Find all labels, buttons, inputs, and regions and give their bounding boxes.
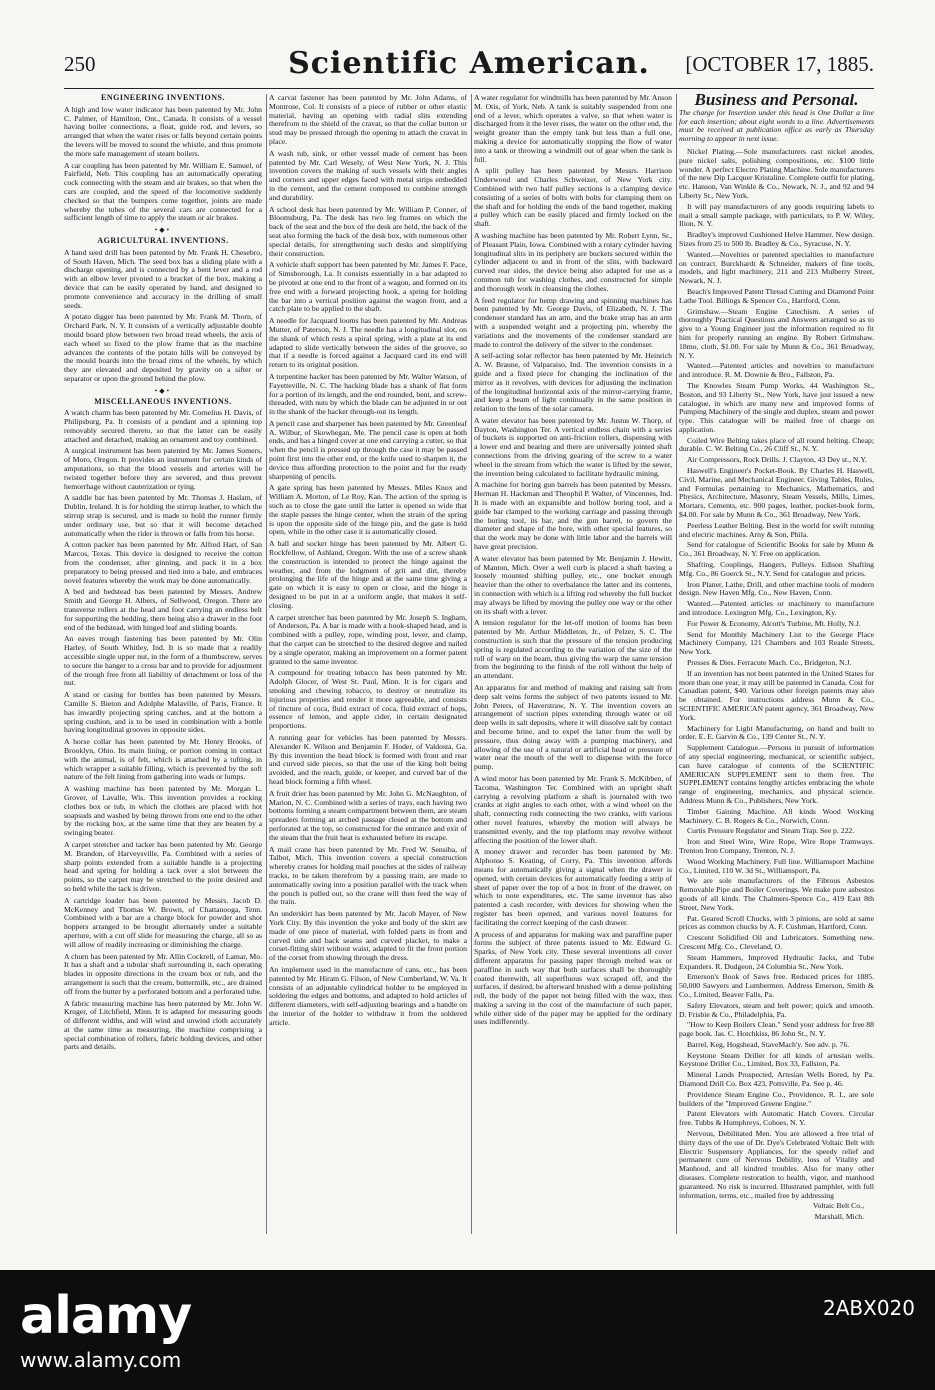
article: A water regulator for windmills has been patented by Mr. Anson M. Otis, of York, Neb. A tank is suitably suspended from one end of a lever, which operates a valve, so that when water is discharged from it the lever rises, the water on the other end, the weight greater than the empty tank but less than a full one, making a device for automatically stopping the flow of water into a tank or throwing a windmill out of gear when the tank is full.: [474, 94, 672, 164]
column-1: [64, 94, 262, 1244]
advertisement-item: Send for catalogue of Scientific Books for sale by Munn & Co., 361 Broadway, N. Y. Free on application.: [679, 540, 874, 559]
advertisement-item: Crescent Solidified Oil and Lubricators. Something new. Crescent Mfg. Co., Cleveland, O.: [679, 933, 874, 951]
section-heading: MISCELLANEOUS INVENTIONS.: [94, 396, 232, 406]
article: A wind motor has been patented by Mr. Frank S. McKibben, of Tacoma, Washington Ter. Combined with an upright shaft carrying a revolving platform a shaft is journaled with two cranks at right angles to each other, with a wind wheel on the shaft, connecting rods connecting the two cranks, with various other novel features, whereby the motion will always be transmitted evenly, and the top platform may revolve without affecting the position of the lower shaft.: [474, 773, 672, 845]
advertisement-item: "How to Keep Boilers Clean." Send your address for free 88 page book. Jas. C. Hotchkiss, 86 John St., N. Y.: [679, 1020, 874, 1039]
advertisement-item: We are sole manufacturers of the Fibrous Asbestos Removable Pipe and Boiler Coverings. We make pure asbestos goods of all kinds. The Chalmers-Spence Co., 419 East 8th Street, New York.: [679, 876, 874, 912]
advertisement-item: Keystone Steam Driller for all kinds of artesian wells. Keystone Driller Co., Limited, Box 33, Fallston, Pa.: [679, 1050, 874, 1069]
advertisement-item: Iron Planer, Lathe, Drill, and other machine tools of modern design. New Haven Mfg. Co., New Haven, Conn.: [679, 579, 874, 598]
article: A pencil case and sharpener has been patented by Mr. Greenleaf A. Wilbur, of Skowhegan, Me. The pencil case is open at both ends, and has a hinged cover at one end carrying a cutter, so that when the pencil is pressed up through the case it may be passed point first into the other end, or the knife used to sharpen it, the device thus affording protection to the point and for the ready sharpening of pencils.: [269, 418, 467, 481]
article: A watch charm has been patented by Mr. Cornelius H. Davis, of Philipsburg, Pa. It consists of a pendant and a spinning top removably secured thereto, so that the latter can be easily attached and detached, making an ornament and toy combined.: [64, 408, 262, 444]
column-3: [474, 94, 672, 1244]
article: A feed regulator for hemp drawing and spinning machines has been patented by Mr. George Davis, of Elizabeth, N. J. The condenser standard has an arm, and the brake strap has an arm with a suspended weight and a projecting pin, whereby the variations and the movements of the condenser standard are made to control the delivery of the silver to the condenser.: [474, 295, 672, 349]
advertisement-item: Peerless Leather Belting. Best in the world for swift running and electric machines. Arny & Son, Phila.: [679, 520, 874, 539]
advertisement-item: Air Compressors, Rock Drills. J. Clayton, 43 Dey st., N.Y.: [687, 455, 867, 465]
article: A cartridge loader has been patented by Messrs. Jacob D. McKenney and Thomas W. Brown, of Chattanooga, Tenn. Combined with a bar are a charge block for powder and shot hoppers arranged to be brought alternately under a suitable aperture, with a cut off slide for measuring the charge, all so as will allow of readily increasing or diminishing the charge.: [64, 895, 262, 949]
advertisement-item: Safety Elevators, steam and belt power; quick and smooth. D. Frisbie & Co., Philadelphia, Pa.: [679, 1000, 874, 1019]
advertisement-item: Timber Gaining Machine. All kinds Wood Working Machinery. C. B. Rogers & Co., Norwich, Conn.: [679, 806, 874, 825]
ornament-divider: •◆•: [154, 386, 172, 395]
article: A school desk has been patented by Mr. William P. Conner, of Bloomsburg, Pa. The desk has two leg frames on which the back of the seat and the box of the desk are held, the back of the seat also forming the back of the desk box, with numerous other special details, for strengthening such desks and simplifying their construction.: [269, 204, 467, 258]
advertisement-item: Pat. Geared Scroll Chucks, with 3 pinions, are sold at same prices as common chucks by A. F. Cushman, Hartford, Conn.: [679, 913, 874, 932]
article: A potato digger has been patented by Mr. Frank M. Thorn, of Orchard Park, N. Y. It consists of a vertically adjustable double mould board plow between two broad tread wheels, the axis of each wheel so fixed to the plow frame that as the machine advances the contents of the potato hills will be conveyed by the mould boards into the broad rims of the wheels, by which they are elevated and deposited by gravity on a sifter or separator or upon the ground behind the plow.: [64, 312, 262, 383]
article: A gate spring has been patented by Messrs. Miles Knox and William A. Morton, of Le Roy, Kan. The action of the spring is such as to close the gate until the latter is opened so wide that the staple passes the hinge center, when the strain of the spring is upon the opposite side of the hinge pin, and the gate is held open, while in the other case it is automatically closed.: [269, 483, 467, 537]
article: A wash tub, sink, or other vessel made of cement has been patented by Mr. Carl Wesely, of West New York, N. J. This invention covers the making of such vessels with their angles and corners and upper edges faced with metal strips embedded in the cement, and the cement composed to combine strength and durability.: [269, 148, 467, 202]
article: A needle for Jacquard looms has been patented by Mr. Andreas Mutter, of Paterson, N. J. The needle has a longitudinal slot, on the shank of which rests a spiral spring, with a plate at its end adapted to slide vertically between the sides of the groove, so that if a needle is forced against a Jacquard card its end will return to its original position.: [269, 316, 467, 370]
issue-date: [OCTOBER 17, 1885.: [685, 52, 874, 76]
article: A machine for boring gun barrels has been patented by Messrs. Herman H. Hackman and Theophil P. Walter, of Vincennes, Ind. It is made with an expansible and hollow boring tool, and a guide bar clamped to the working carriage and passing through the boring tool, its bar, and the gun barrel, to govern the diameter and shape of the bore, with other special features, so that the work may be done with little labor and the barrels will have great precision.: [474, 480, 672, 552]
ornament-divider: •◆•: [154, 226, 172, 235]
advertisement-item: Presses & Dies. Ferracute Mach. Co., Bridgeton, N.J.: [687, 658, 852, 668]
advertisement-list: [679, 148, 874, 1200]
article: A fabric measuring machine has been patented by Mr. John W. Kruger, of Litchfield, Minn. It is adapted for measuring goods of different widths, and will wind and unwind cloth accurately at the same time as measuring, the machine comprising a special combination of rollers, fabric holding devices, and other parts and details.: [64, 998, 262, 1052]
advertisement-item: Wood Working Machinery. Full line. Williamsport Machine Co., Limited, 110 W. 3d St., Williamsport, Pa.: [679, 856, 874, 875]
advertisement-item: Nickel Plating.—Sole manufacturers cast nickel anodes, pure nickel salts, polishing compositions, etc. $100 little wonder. A perfect Electro Plating Machine. Sole manufacturers of the new Dip Lacquer Kristaline. Complete outfit for plating, etc. Hanson, Van Winkle & Co., Newark, N. J., and 92 and 94 Liberty St., New York.: [679, 146, 874, 200]
signature-company: Voltaic Belt Co.,: [812, 1201, 864, 1211]
article: A running gear for vehicles has been patented by Messrs. Alexander K. Wilson and Benjamin F. Hoder, of Valdosta, Ga. By this invention the head block is formed with front and rear and curved side pieces, so that the use of the king bolt being avoided, and the reach, guide, or keeper, and curved bar of the head block forming a fifth wheel.: [269, 732, 467, 786]
advertisement-item: Supplement Catalogue.—Persons in pursuit of information of any special engineering, mechanical, or scientific subject, can have catalogue of contents of the SCIENTIFIC AMERICAN SUPPLEMENT sent to them free. The SUPPLEMENT contains lengthy articles embracing the whole range of engineering, mechanics, and physical science. Address Munn & Co., Publishers, New York.: [679, 743, 874, 805]
article: A process of and apparatus for making wax and paraffine paper forms the subject of three patents issued to Mr. Edward G. Sparks, of New York city. These several inventions all cover different apparatus for passing paper through melted wax or paraffine in such way that both surfaces shall be thoroughly coated therewith, all superfluous wax scraped off, and the surfaces, if desired, be afterward brushed with a dense polishing roll, the body of the paper not being filled with the wax, thus making a saving in the cost of the manufacture of such paper, while either side of the paper may be applied for the ordinary uses indifferently.: [474, 929, 672, 1027]
article: A water elevator has been patented by Mr. Benjamin J. Hewitt, of Manton, Mich. Over a well curb is placed a shaft having a loosely mounted shifting pulley, etc., one bucket enough heavier than the other to overbalance the latter and its contents, in connection with which is a lifting rod whereby the full bucket may always be lifted by moving the pulley one way or the other on its shaft with a lever.: [474, 553, 672, 616]
site-url: www.alamy.com: [20, 1348, 182, 1372]
section-heading: ENGINEERING INVENTIONS.: [101, 94, 225, 102]
advertisement-item: Haswell's Engineer's Pocket-Book. By Charles H. Haswell, Civil, Marine, and Mechanical Engineer. Giving Tables, Rules, and Formulas pertaining to Mechanics, Mathematics, and Physics, Architecture, Masonry, Steam Vessels, Mills, Limes, Mortars, Cements, etc. 900 pages, leather, pocket-book form, $4.00. For sale by Munn & Co., 361 Broadway, New York.: [679, 466, 874, 520]
header-rule: [64, 88, 874, 89]
column-divider: [266, 94, 267, 1234]
advertisement-item: Bradley's improved Cushioned Helve Hammer. New design. Sizes from 25 to 500 lb. Bradley & Co., Syracuse, N. Y.: [679, 230, 874, 248]
column-4: [679, 94, 874, 1244]
article: A bed and bedstead has been patented by Messrs. Andrew Smith and George H. Albers, of Sellwood, Oregon. There are transverse rollers at the head and foot carrying an endless belt for supporting the bedding, there being also a drawer in the foot end of the bedstead, with hinged leaf and sliding boards.: [64, 587, 262, 632]
article: A ball and socket hinge has been patented by Mr. Albert G. Rockfellow, of Ashland, Oregon. With the use of a screw shank the construction is intended to protect the hinge against the weather, and from the lodgment of grit and dirt, thereby prolonging the life of the hinge and at the same time giving a gate on which it is easy to open or close, and the hinge is designed to be put in at a uniform angle, that makes it self-closing.: [269, 539, 467, 610]
article: A money drawer and recorder has been patented by Mr. Alphonso S. Keating, of Corry, Pa. This invention affords means for automatically giving a signal when the drawer is opened, with certain devices for automatically feeding a strip of sheet of paper over the top of a box in front of the drawer, on which to note expenditures, etc. The same inventor has also patented a cash recorder, with devices for showing when the register has been opened, and various novel features for facilitating the correct keeping of the cash drawer.: [474, 847, 672, 927]
advertisement-item: Wanted.—Novelties or patented specialties to manufacture on contract. Burckhardt & Schneider, makers of fine tools, models, and light machinery, 211 and 213 Mulberry Street, Newark, N. J.: [679, 249, 874, 286]
brand-logo: alamy: [20, 1286, 192, 1346]
article: A surgical instrument has been patented by Mr. James Somers, of Moro, Oregon. It provides an instrument for certain kinds of amputations, so that the blood vessels and arteries will be twisted together before they are severed, and thus prevent hemorrhage without cauterization or tying.: [64, 446, 262, 491]
article: A washing machine has been patented by Mr. Robert Lynn, Sr., of Pleasant Plain, Iowa. Combined with a rotary cylinder having longitudinal slits in its periphery are buckets secured within the cylinder adjacent to and in front of the slits, with backward curved rear sides, the device being also adapted for use as a common tub for washing clothes, and constructed for simple and thorough work in cleansing the clothes.: [474, 230, 672, 293]
advertisement-item: Wanted.—Patented articles or machinery to manufacture and introduce. Lexington Mfg. Co., Lexington, Ky.: [679, 599, 874, 618]
advertisement-item: Wanted.—Patented articles and novelties to manufacture and introduce. R. M. Downie & Bro., Fallston, Pa.: [679, 361, 874, 380]
article: A fruit drier has been patented by Mr. John G. McNaughton, of Marion, N. C. Combined with a series of trays, each having two bottoms forming a steam compartment between them, are steam spreaders forming an arched passage closed at the bottom and perforated at the top, so constructed for the entrance and exit of the steam that the fruit heat is exhausted before its escape.: [269, 788, 467, 842]
advertisement-item: Providence Steam Engine Co., Providence, R. I., are sole builders of the "Improved Greene Engine.": [679, 1089, 874, 1108]
article: A washing machine has been patented by Mr. Morgan L. Grover, of Lavalle, Wis. This invention provides a rocking clothes box or tub, in which the clothes are placed with hot soapsuds and washed by being thrown from one end to the other by the rocking box, at the same time that they are beaten by a swinging beater.: [64, 784, 262, 838]
advertisement-item: Grimshaw.—Steam Engine Catechism. A series of thoroughly Practical Questions and Answers arranged so as to give to a Young Engineer just the information required to fit him for properly running an engine. By Robert Grimshaw. 18mo, cloth, $1.00. For sale by Munn & Co., 361 Broadway, N. Y.: [679, 306, 874, 360]
advertisement-item: Emerson's Book of Saws free. Reduced prices for 1885. 50,000 Sawyers and Lumbermen. Address Emerson, Smith & Co., Limited, Beaver Falls, Pa.: [679, 972, 874, 999]
article: A car coupling has been patented by Mr. William E. Samuel, of Fairfield, Neb. This coupling has an automatically operating cock connecting with the steam and air brakes, so that when the cars are coupled, and the speed of the locomotive suddenly checked so that the bumpers come together, joints are made whereby the tubes of the several cars are connected for a sufficient length of time to apply the steam or air brakes.: [64, 160, 262, 223]
signature-location: Marshall, Mich.: [814, 1212, 864, 1222]
article: A water elevator has been patented by Mr. Justus W. Thorp, of Dayton, Washington Ter. A vertical endless chain with a series of buckets is supported on anti-friction rollers, dispensing with a lower end and bearing and there are universally jointed shaft connections from the driving gearing of the screw to a water wheel in the stream from which the water is lifted by the sewer, the invention being calculated to facilitate hydraulic mining.: [474, 415, 672, 478]
advertisement-item: Shafting, Couplings, Hangers, Pulleys. Edison Shafting Mfg. Co., 86 Goerck St., N.Y. Send for catalogue and prices.: [679, 560, 874, 578]
advertisement-item: Machinery for Light Manufacturing, on hand and built to order. E. E. Garvin & Co., 139 Center St., N. Y.: [679, 723, 874, 742]
advertisement-item: Mineral Lands Prospected, Artesian Wells Bored, by Pa. Diamond Drill Co. Box 423, Pottsville, Pa. See p. 46.: [679, 1070, 874, 1089]
article: A mail crane has been patented by Mr. Fred W. Sensiba, of Talbot, Mich. This invention covers a special construction whereby cranes for holding mail pouches at the sides of railway tracks, to be taken therefrom by a passing train, are made to automatically swing into a position parallel with the track when the pouch is pulled out, so the crane will then feed the way of the train.: [269, 844, 467, 907]
advertisement-item: Steam Hammers, Improved Hydraulic Jacks, and Tube Expanders. R. Dudgeon, 24 Columbia St., New York.: [679, 952, 874, 971]
article: An eaves trough fastening has been patented by Mr. Olin Harley, of South Whitley, Ind. It is so made that a readily accessible single upper nut, in the form of a thumbscrew, serves to secure the hanger to a cross bar and to provide for adjustment of the trough free from all liability of detachment or loss of the nut.: [64, 634, 262, 688]
page-number: 250: [64, 52, 96, 76]
advertisement-item: Patent Elevators with Automatic Hatch Covers. Circular free. Tubbs & Humphreys, Cohoes, N. Y.: [679, 1109, 874, 1128]
advertisement-item: Send for Monthly Machinery List to the George Place Machinery Company, 121 Chambers and 103 Reade Streets, New York.: [679, 629, 874, 657]
business-personal-title: Business and Personal.: [694, 94, 859, 109]
article: A stand or casing for bottles has been patented by Messrs. Camille S. Bieton and Adolphe Malaville, of Paris, France. It has inwardly projecting spring catches, and at the bottom a spring cushion, and is to be used in combination with a bottle having longitudinal grooves in opposite sides.: [64, 690, 262, 735]
article: A tension regulator for the let-off motion of looms has been patented by Mr. Arthur Middleton, Jr., of Pelzer, S. C. The construction is such that the pressure of the tension producing spring is regulated according to the variation of the size of the roll of warp on the beam, thus giving the warp the same tension from the beginning to the finish of the roll without the help of an attendant.: [474, 618, 672, 681]
advertisement-item: Iron and Steel Wire, Wire Rope, Wire Rope Tramways. Trenton Iron Company, Trenton, N. J.: [679, 837, 874, 855]
article: A cotton packer has been patented by Mr. Alfred Hart, of San Marcos, Texas. This device is designed to receive the cotton from the condenser, after ginning, and pack it in a box preparatory to being pressed and tied into a bale, and embraces novel features whereby the work may be done automatically.: [64, 540, 262, 585]
image-id: 2ABX020: [822, 1296, 915, 1320]
article: An implement used in the manufacture of cans, etc., has been patented by Mr. Hiram G. Filson, of New Cumberland, W. Va. It consists of an adjustable cylindrical holder to be employed in soldering the edges and bottoms, and adapted to hold articles of different diameters, with self-adjusting bearings and a handle on the interior of the holder to withdraw it from the soldered article.: [269, 964, 467, 1027]
advertisement-item: Coiled Wire Belting takes place of all round belting. Cheap; durable. C. W. Belting Co., 26 Cliff St., N. Y.: [679, 435, 874, 454]
article: A horse collar has been patented by Mr. Henry Brooks, of Brooklyn, Ohio. Its main lining, or portion coming in contact with the animal, is of felt, which is attached by a tufting, in which wrapper a suitable filling, which is prevented by the soft nature of the felt lining from gathering into wads or lumps.: [64, 737, 262, 782]
advertisement-item: The Knowles Steam Pump Works, 44 Washington St., Boston, and 93 Liberty St., New York, have just issued a new catalogue, in which are many new and improved forms of Pumping Machinery of the single and duplex, steam and power type. This catalogue will be mailed free of charge on application.: [679, 380, 874, 434]
article: A churn has been patented by Mr. Allin Cockrell, of Lamar, Mo. It has a shaft and a tubular shaft surrounding it, each operating blades in opposite directions in the cream box or tub, and the arrangement is such that the cream, buttermilk, etc., are drained off from the butter by a perforated bottom and a perforated tube.: [64, 951, 262, 996]
article: A turpentine hacker has been patented by Mr. Walter Watson, of Fayetteville, N. C. The hacking blade has a shank of flat form for a portion of its length, and the end rounded, bent, and screw-threaded, with nuts by which the blade can be adjusted in or out in the shank of the hacker through-out its length.: [269, 371, 467, 417]
article: A hand seed drill has been patented by Mr. Frank H. Chesebro, of South Haven, Mich. The seed box has a sliding plate with a discharge opening, and is connected by a bent lever and a rod with an elbow lever pivoted to a bracket of the box, making a device that can be easily operated by hand, and designed to promote convenience and accuracy in the drilling of small seeds.: [64, 247, 262, 310]
column-divider: [676, 94, 677, 1234]
article: A carvat fastener has been patented by Mr. John Adams, of Montrose, Col. It consists of a piece of rubber or other elastic material, having an opening with radial slits extending therefrom to the shield of the cravat, so that the collar button or stud may be pressed through the opening to attach the cravat in place.: [269, 94, 467, 146]
column-divider: [471, 94, 472, 1234]
article: An underskirt has been patented by Mr. Jacob Mayer, of New York City. By this invention the yoke and body of the skirt are made of one piece of material, with folded parts in front and curved side and back seams and curved placket, to make a corset-fitting skirt without waist, adapted to fit the front portion of the corset from showing through the dress.: [269, 909, 467, 963]
advertisement-item: For Power & Economy, Alcott's Turbine, Mt. Holly, N.J.: [687, 618, 861, 628]
article: A split pulley has been patented by Messrs. Harrison Underwood and Charles Schweizer, of New York city. Combined with two half pulley sections is a clamping device consisting of a series of bolts with bolts for clamping them on the shaft and for holding the ends of the band together, making a pulley which can be easily placed and firmly locked on the shaft.: [474, 166, 672, 229]
advertisement-item: Curtis Pressure Regulator and Steam Trap. See p. 222.: [687, 826, 855, 836]
advertisement-item: Nervous, Debilitated Men. You are allowed a free trial of thirty days of the use of Dr. Dye's Celebrated Voltaic Belt with Electric Suspensory Appliances, for the speedy relief and permanent cure of Nervous Debility, loss of Vitality and Manhood, and all kindred troubles. Also for many other diseases. Complete restoration to health, vigor, and manhood guaranteed. No risk is incurred. Illustrated pamphlet, with full information, terms, etc., mailed free by addressing: [679, 1129, 874, 1200]
article: A saddle bar has been patented by Mr. Thomas J. Haslam, of Dublin, Ireland. It is for holding the stirrup leather, to which the stirrup strap is secured, and is made to hold the runner firmly under ordinary use, but so that it will become detached automatically when the rider is thrown or falls from his horse.: [64, 493, 262, 538]
article: A carpet stretcher and tacker has been patented by Mr. George M. Brandon, of Harveysville, Pa. Combined with a series of sharp points extended from a suitable handle is a projecting head and spring for holding a tack over a slot between the points, so the carpet may be stretched to the point desired and so held while the tack is driven.: [64, 839, 262, 893]
article: A high and low water indicator has been patented by Mr. John C. Palmer, of Hamilton, Ont., Canada. It consists of a vessel having boiler connections, a float, guide rod, and levers, so arranged that when the water rises or falls beyond certain points the levers will be moved to sound the whistle, and thus promote the more safe management of steam boilers.: [64, 104, 262, 158]
page-header: [64, 46, 874, 86]
article: An apparatus for and method of making and raising salt from deep salt veins forms the subject of two patents issued to Mr. John Peters, of Haverstraw, N. Y. The invention covers an arrangement of suction pipes extending through water or oil deep wells in salt deposits, where it will dissolve salt by contact and become brine, and to expel the latter from the well by pressure, thus doing away with a pumping machinery, and allowing of the use of a natural or artificial head or pressure of water near the mouth of the well to dispense with the force pump.: [474, 683, 672, 772]
article: A vehicle shaft support has been patented by Mr. James F. Pace, of Simsborough, La. It consists essentially in a bar adapted to be pivoted at one end to the front of a wagon, and formed on its free end with a forward projecting hook, a spring for holding the bar into a vertical position against the wagon front, and a catch plate to be applied to the shaft.: [269, 260, 467, 314]
advertisement-item: Beach's Improved Patent Thread Cutting and Diamond Point Lathe Tool. Billings & Spencer Co., Hartford, Conn.: [679, 286, 874, 305]
advertisement-item: It will pay manufacturers of any goods requiring labels to mail a small sample package, with particulars, to P. W. Wiley, Ilion, N. Y.: [679, 201, 874, 229]
article: A carpet stretcher has been patented by Mr. Joseph S. Ingham, of Anderson, Pa. A bar is made with a hook-shaped head, and is combined with a pulley, rope, winding post, lever, and clamp, that the carpet can be stretched to the desired degree and nailed by a single operator, making an improvement on a former patent granted to the same inventor.: [269, 612, 467, 666]
advertisement-item: Barrel, Keg, Hogshead, StaveMach'y. See adv. p. 76.: [687, 1039, 850, 1049]
advertisement-item: If an invention has not been patented in the United States for more than one year, it may still be patented in Canada. Cost for Canadian patent, $40. Various other foreign patents may also be obtained. For instructions address Munn & Co., SCIENTIFIC AMERICAN patent agency, 361 Broadway, New York.: [679, 668, 874, 722]
article: A compound for treating tobacco has been patented by Mr. Adolph Glocer, of West St. Paul, Minn. It is for cigars and smoking and chewing tobacco, to destroy or neutralize its injurious properties and render it more agreeable, and consists of tincture of coca, fluid extract of coca, fluid extract of hops, essence of lemon, and apple cider, in certain designated proportions.: [269, 668, 467, 731]
section-heading: AGRICULTURAL INVENTIONS.: [97, 235, 229, 245]
column-2: [269, 94, 467, 1244]
advertising-rate-note: The charge for Insertion under this head is One Dollar a line for each insertion; about eight words to a line. Advertisements must be received at publication office as early as Thursday morning to appear in next issue.: [679, 107, 874, 144]
masthead: Scientific American.: [288, 46, 650, 81]
article: A self-acting solar reflector has been patented by Mr. Heinrich A. W. Braune, of Valparaiso, Ind. The invention consists in a guide and a fixed piece for changing the inclination of the mirror as it revolves, with devices for adjusting the inclination of the longitudinal horizontal axis of the mirror-carrying frame, and keep a beam of light continually in the same position in relation to the lens of the solar camera.: [474, 351, 672, 414]
